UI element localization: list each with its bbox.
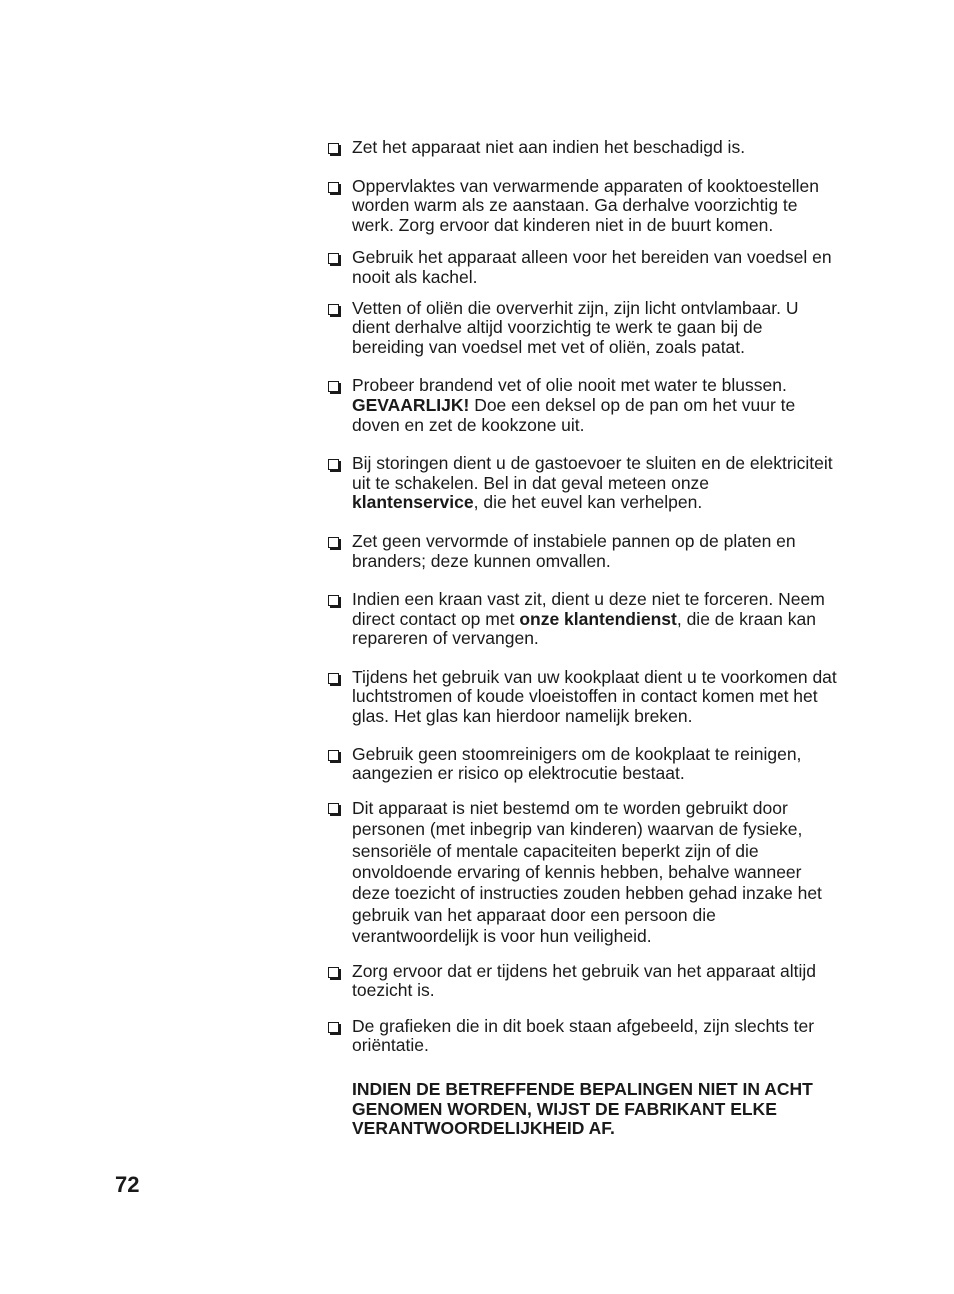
list-item-text-part: Probeer brandend vet of olie nooit met water te blussen. <box>352 375 787 396</box>
checkbox-bullet-icon <box>328 673 339 684</box>
list-item-text: Tijdens het gebruik van uw kookplaat dient u te voorkomen dat luchtstromen of koude vloeistoffen in contact komen met het glas. Het glas kan hierdoor namelijk breken. <box>352 666 837 727</box>
list-item-text-part: , die de kraan kan repareren of vervangen. <box>352 608 816 649</box>
customer-service-label: onze klantendienst <box>519 608 677 629</box>
list-item-text <box>352 454 838 513</box>
list-item-text: Zet het apparaat niet aan indien het beschadigd is. <box>352 137 746 157</box>
list-item-text <box>352 590 838 649</box>
list-item-text: Oppervlaktes van verwarmende apparaten of kooktoestellen worden warm als ze aanstaan. Ga derhalve voorzichtig te werk. Zorg ervoor dat kinderen niet in de buurt komen. <box>352 175 819 235</box>
checkbox-bullet-icon <box>328 304 339 315</box>
checkbox-bullet-icon <box>328 750 339 761</box>
page-number: 72 <box>115 1172 140 1197</box>
checkbox-bullet-icon <box>328 459 339 470</box>
list-item <box>326 248 838 287</box>
list-item <box>326 376 838 435</box>
list-item-text-part: Indien een kraan vast zit, dient u deze niet te forceren. Neem direct contact op met <box>352 589 825 629</box>
list-item <box>326 454 838 513</box>
customer-service-label: klantenservice <box>352 492 474 513</box>
checkbox-bullet-icon <box>328 803 339 814</box>
list-item <box>326 177 838 236</box>
checkbox-bullet-icon <box>328 595 339 606</box>
list-item <box>326 299 838 358</box>
list-item <box>326 590 838 649</box>
checkbox-bullet-icon <box>328 253 339 264</box>
checkbox-bullet-icon <box>328 381 339 392</box>
list-item <box>326 1017 838 1056</box>
liability-disclaimer: INDIEN DE BETREFFENDE BEPALINGEN NIET IN ACHT GENOMEN WORDEN, WIJST DE FABRIKANT ELKE VERANTWOORDELIJKHEID AF. <box>352 1079 813 1139</box>
list-item-text: Dit apparaat is niet bestemd om te worden gebruikt door personen (met inbegrip van kinderen) waarvan de fysieke, sensoriële of mentale capaciteiten beperkt zijn of die onvoldoende ervaring of kennis hebben, behalve wanneer deze toezicht of instructies zouden hebben gehad inzake het gebruik van het apparaat door een persoon die verantwoordelijk is voor hun veiligheid. <box>352 797 822 947</box>
list-item <box>326 532 838 571</box>
checkbox-bullet-icon <box>328 967 339 978</box>
list-item-text-part: Doe een deksel op de pan om het vuur te doven en zet de kookzone uit. <box>352 394 796 435</box>
list-item <box>326 668 838 727</box>
checkbox-bullet-icon <box>328 182 339 193</box>
list-item-text: Gebruik geen stoomreinigers om de kookplaat te reinigen, aangezien er risico op elektrocutie bestaat. <box>352 743 802 784</box>
list-item <box>326 138 838 158</box>
checkbox-bullet-icon <box>328 537 339 548</box>
list-item-text: Zet geen vervormde of instabiele pannen op de platen en branders; deze kunnen omvallen. <box>352 530 796 571</box>
list-item-text: Vetten of oliën die oververhit zijn, zijn licht ontvlambaar. U dient derhalve altijd voorzichtig te werk te gaan bij de bereiding van voedsel met vet of oliën, zoals patat. <box>352 297 799 357</box>
list-item-text-part: , die het euvel kan verhelpen. <box>473 492 703 513</box>
checkbox-bullet-icon <box>328 143 339 154</box>
checkbox-bullet-icon <box>328 1022 339 1033</box>
list-item-text: Gebruik het apparaat alleen voor het bereiden van voedsel en nooit als kachel. <box>352 247 832 287</box>
list-item-text <box>352 376 838 435</box>
warning-word: GEVAARLIJK! <box>352 394 470 415</box>
list-item-text: Zorg ervoor dat er tijdens het gebruik van het apparaat altijd toezicht is. <box>352 960 817 1001</box>
safety-instructions-column <box>326 138 838 1139</box>
list-item <box>326 745 838 784</box>
list-item-text-part: Bij storingen dient u de gastoevoer te sluiten en de elektriciteit uit te schakelen. Bel in dat geval meteen onze <box>352 453 833 493</box>
list-item-text: De grafieken die in dit boek staan afgebeeld, zijn slechts ter oriëntatie. <box>352 1015 815 1056</box>
list-item <box>326 962 838 1001</box>
list-item <box>326 798 838 948</box>
